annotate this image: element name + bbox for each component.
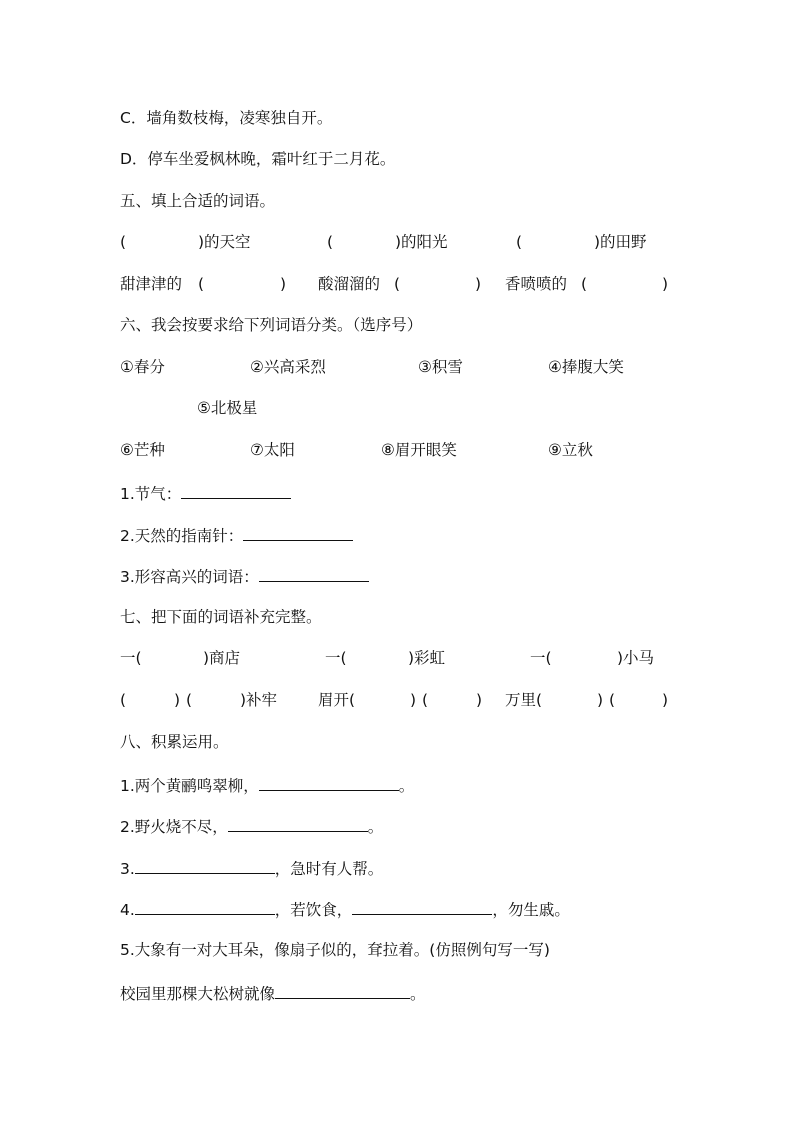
- paren-open: (: [394, 275, 401, 293]
- paren-close: ): [662, 275, 669, 293]
- option-d: [120, 149, 395, 171]
- section-6-title-text: 六、我会按要求给下列词语分类。（选序号）: [120, 316, 423, 334]
- paren-close: ): [476, 691, 483, 709]
- q5-row2: [120, 274, 680, 296]
- section-5-title: [120, 191, 275, 213]
- paren-open: (: [120, 691, 127, 709]
- q8-line-3-text: ，急时有人帮。: [274, 860, 384, 878]
- item-3: ③积雪: [418, 358, 463, 376]
- section-8-title: [120, 732, 229, 754]
- q8-line-2-text: 2.野火烧不尽，: [120, 818, 228, 836]
- q5-field: 的田野: [600, 233, 647, 251]
- q5-sour: 酸溜溜的: [318, 275, 381, 293]
- q6-items-row2: [120, 398, 680, 420]
- paren-open: (: [327, 233, 334, 251]
- q7-pony: )小马: [617, 649, 655, 667]
- paren-close: ): [475, 275, 482, 293]
- q6-sub-3-label: 3.形容高兴的词语：: [120, 568, 259, 586]
- q8-line-4: [120, 898, 570, 920]
- paren-close: ): [597, 691, 604, 709]
- answer-blank[interactable]: [243, 524, 353, 541]
- paren-close: ): [410, 691, 417, 709]
- q5-sky: 的天空: [204, 233, 251, 251]
- paren-close: ): [174, 691, 181, 709]
- item-6: ⑥芒种: [120, 441, 165, 459]
- answer-blank[interactable]: [135, 857, 275, 874]
- q7-miles: 万里(: [505, 691, 543, 709]
- section-8-title-text: 八、积累运用。: [120, 733, 229, 751]
- paren-open: (: [581, 275, 588, 293]
- q6-sub-2-label: 2.天然的指南针：: [120, 527, 244, 545]
- q6-sub-3: [120, 565, 369, 587]
- q7-mend: )补牢: [240, 691, 278, 709]
- option-c: [120, 108, 332, 130]
- q8-line-2: [120, 815, 383, 837]
- paren-close: ): [395, 233, 402, 251]
- period: 。: [367, 818, 384, 836]
- q8-line-4-num: 4.: [120, 901, 135, 919]
- period: 。: [410, 985, 426, 1003]
- paren-open: (: [609, 691, 616, 709]
- q6-sub-1-label: 1.节气：: [120, 485, 182, 503]
- paren-open: (: [516, 233, 523, 251]
- q7-one-b: 一(: [325, 649, 347, 667]
- item-8: ⑧眉开眼笑: [381, 441, 457, 459]
- q7-one-a: 一(: [120, 649, 142, 667]
- q7-rainbow: )彩虹: [408, 649, 446, 667]
- paren-open: (: [120, 233, 127, 251]
- q5-row1: [120, 232, 680, 254]
- paren-open: (: [198, 275, 205, 293]
- item-1: ①春分: [120, 358, 165, 376]
- option-c-text: C．墙角数枝梅，凌寒独自开。: [120, 109, 333, 127]
- item-7: ⑦太阳: [250, 441, 295, 459]
- item-9: ⑨立秋: [548, 441, 593, 459]
- q8-line-3-num: 3.: [120, 860, 135, 878]
- q8-line-4-text: ，勿生戚。: [492, 901, 570, 919]
- section-7-title: [120, 607, 322, 629]
- q8-line-6-text: 校园里那棵大松树就像: [120, 985, 276, 1003]
- section-5-title-text: 五、填上合适的词语。: [120, 192, 276, 210]
- paren-open: (: [186, 691, 193, 709]
- q6-sub-2: [120, 524, 353, 546]
- section-6-title: [120, 315, 422, 337]
- q6-sub-1: [120, 482, 291, 504]
- q8-line-3: [120, 857, 383, 879]
- answer-blank[interactable]: [275, 982, 410, 999]
- answer-blank[interactable]: [228, 815, 368, 832]
- item-2: ②兴高采烈: [250, 358, 326, 376]
- answer-blank[interactable]: [181, 482, 291, 499]
- q5-fragrant: 香喷喷的: [505, 275, 568, 293]
- paren-close: ): [198, 233, 205, 251]
- q7-one-c: 一(: [530, 649, 552, 667]
- q6-items-row1: [120, 357, 680, 379]
- answer-blank[interactable]: [135, 898, 275, 915]
- item-4: ④捧腹大笑: [548, 358, 624, 376]
- q8-line-5-text: 5.大象有一对大耳朵，像扇子似的，耷拉着。(仿照例句写一写): [120, 941, 550, 959]
- item-5: ⑤北极星: [197, 399, 258, 417]
- q8-line-1-text: 1.两个黄鹂鸣翠柳，: [120, 777, 259, 795]
- q8-line-4-mid: ，若饮食，: [274, 901, 353, 919]
- q6-items-row3: [120, 440, 680, 462]
- paren-close: ): [662, 691, 669, 709]
- option-d-text: D．停车坐爱枫林晚，霜叶红于二月花。: [120, 150, 396, 168]
- q7-row1: [120, 648, 680, 670]
- answer-blank[interactable]: [352, 898, 492, 915]
- paren-close: ): [280, 275, 287, 293]
- q8-line-5: [120, 940, 550, 962]
- q7-brow: 眉开(: [318, 691, 356, 709]
- q7-row2: [120, 690, 680, 712]
- section-7-title-text: 七、把下面的词语补充完整。: [120, 608, 322, 626]
- answer-blank[interactable]: [259, 774, 399, 791]
- period: 。: [398, 777, 415, 795]
- q8-line-6: [120, 982, 426, 1004]
- paren-close: ): [594, 233, 601, 251]
- paren-open: (: [422, 691, 429, 709]
- q7-shop: )商店: [203, 649, 241, 667]
- answer-blank[interactable]: [259, 565, 369, 582]
- q5-sweet: 甜津津的: [120, 275, 183, 293]
- q5-sunshine: 的阳光: [401, 233, 448, 251]
- q8-line-1: [120, 774, 414, 796]
